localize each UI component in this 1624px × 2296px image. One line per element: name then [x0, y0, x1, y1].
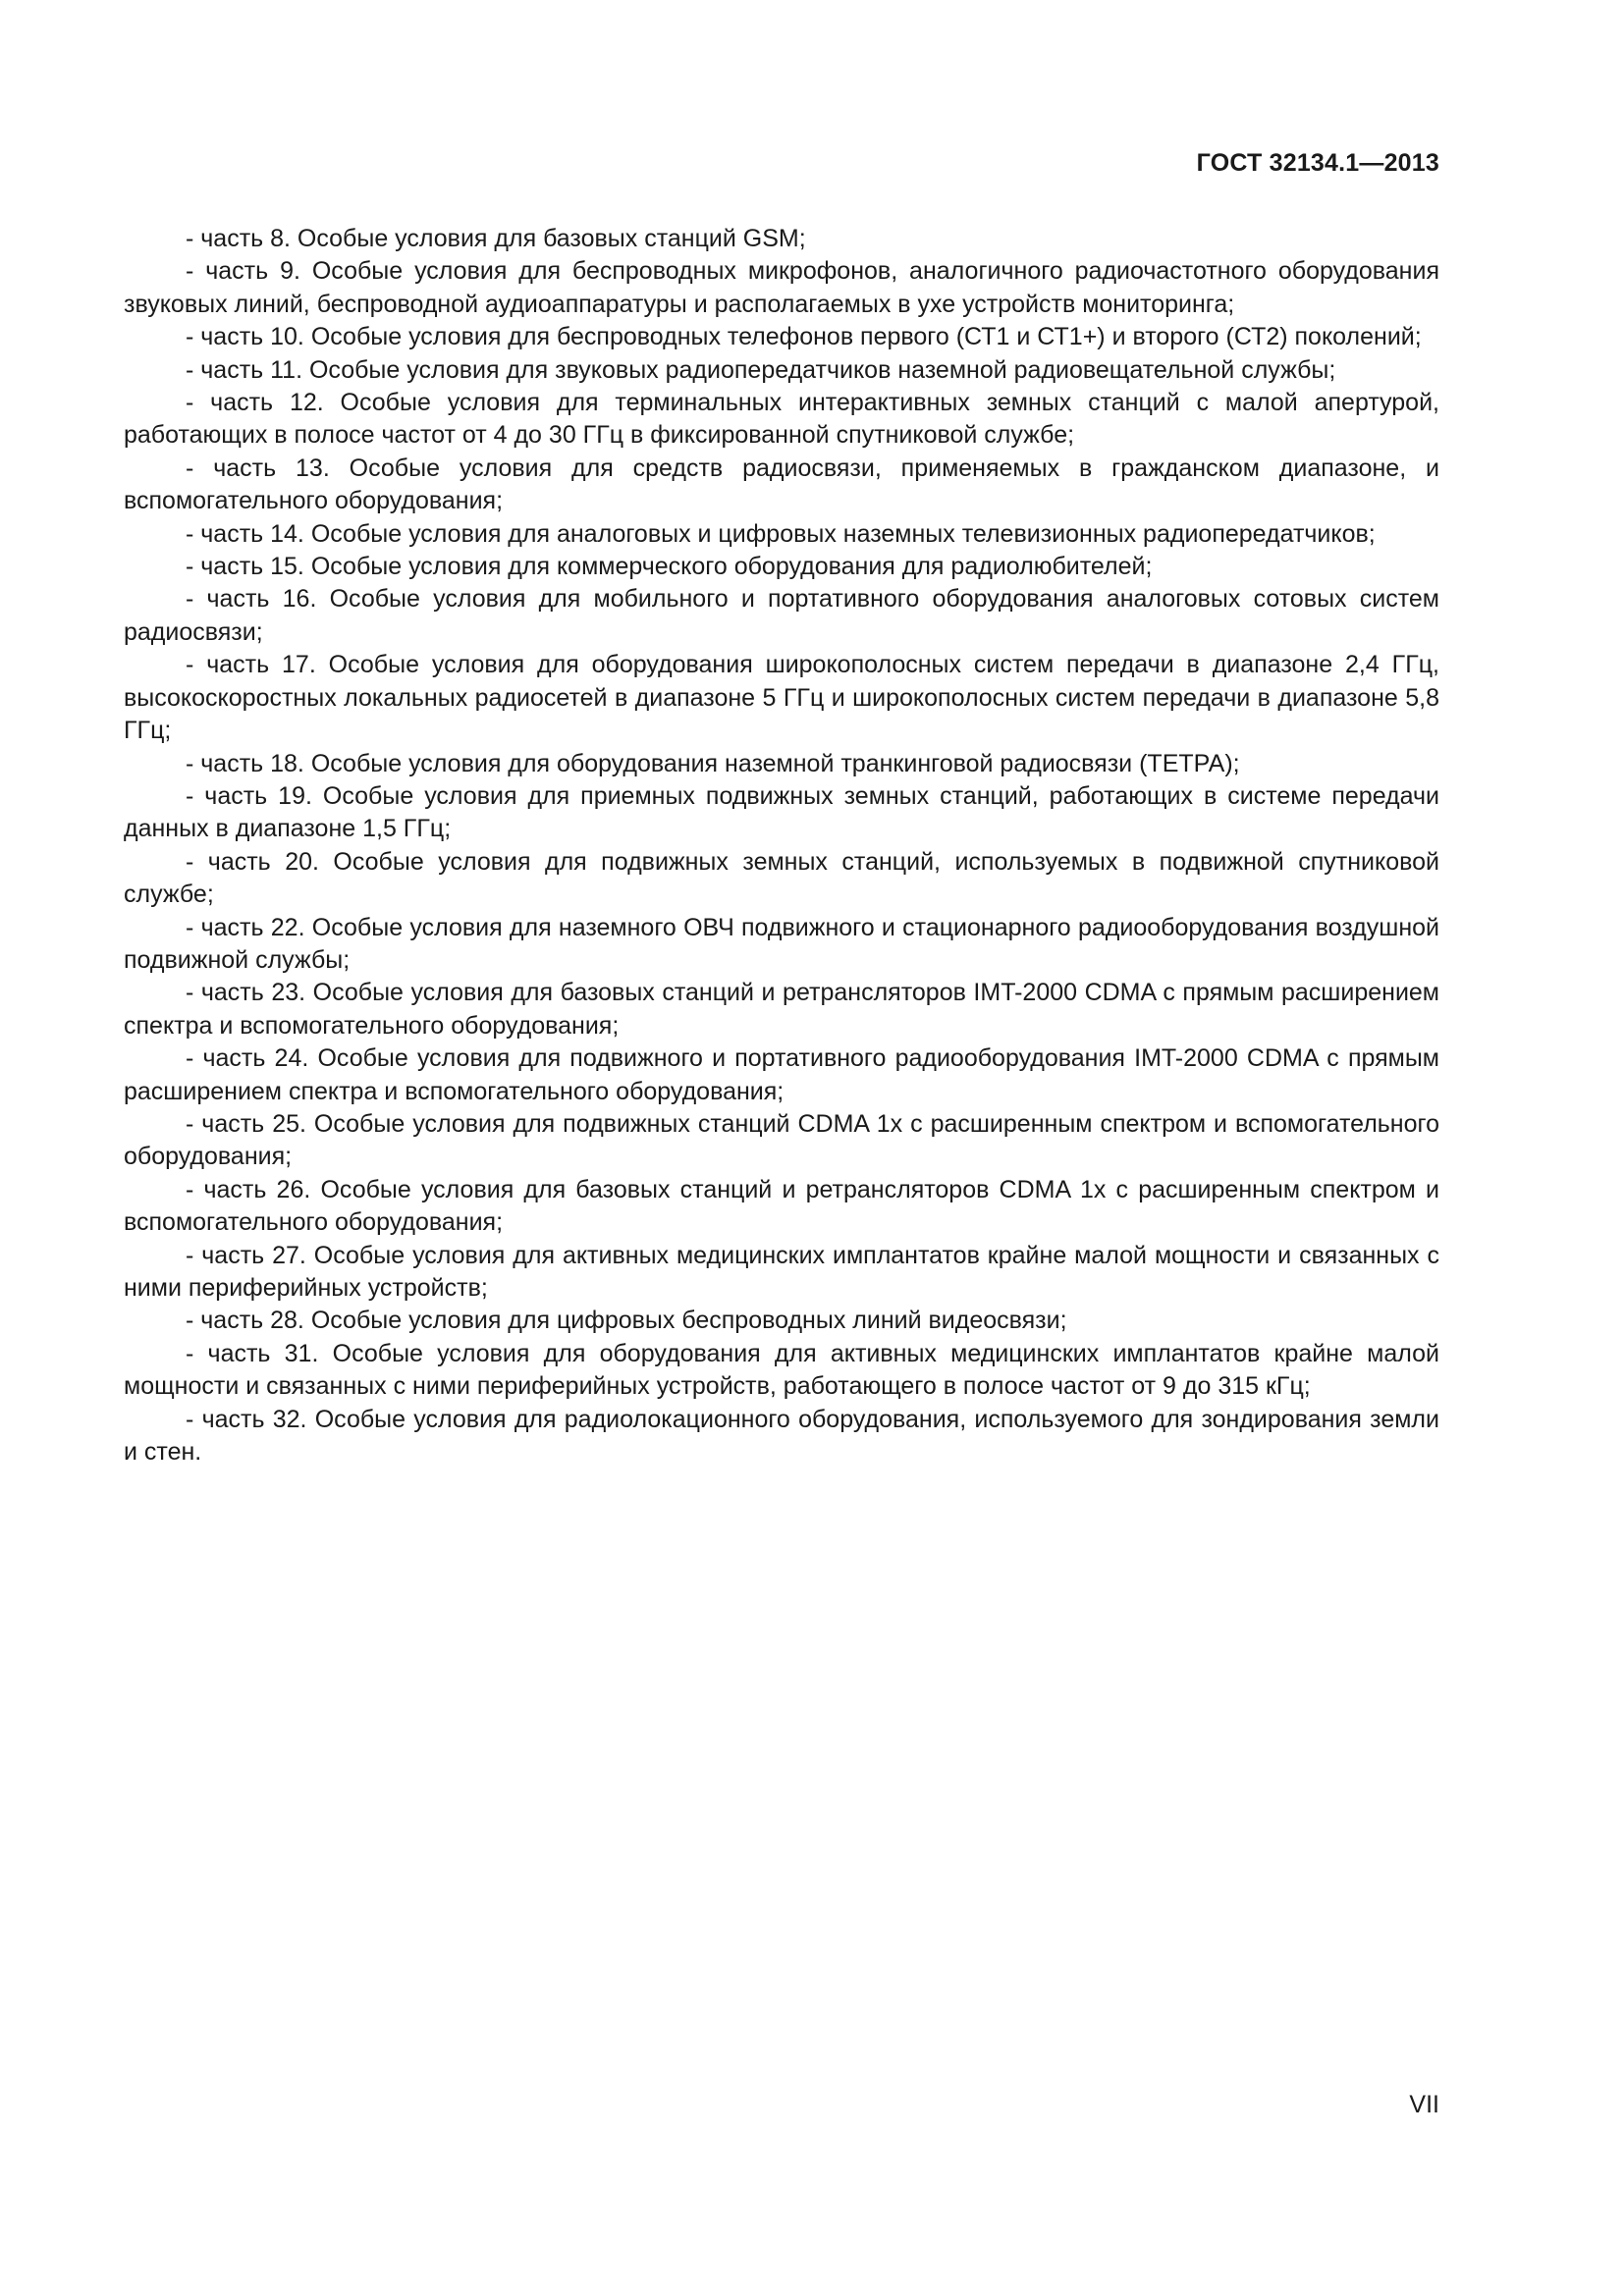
list-item: - часть 22. Особые условия для наземного ОВЧ подвижного и стационарного радиооборудования воздушной подвижной службы; [124, 913, 1439, 974]
standard-parts-list [124, 223, 1439, 1468]
list-item: - часть 26. Особые условия для базовых станций и ретрансляторов CDMA 1x с расширенным спектром и вспомогательного оборудования; [124, 1175, 1439, 1237]
page-number: VII [1409, 2091, 1439, 2118]
list-item: - часть 15. Особые условия для коммерческого оборудования для радиолюбителей; [186, 553, 1153, 581]
list-item: - часть 23. Особые условия для базовых станций и ретрансляторов IMT-2000 CDMA с прямым расширением спектра и вспомогательного оборудования; [124, 979, 1439, 1040]
list-item: - часть 8. Особые условия для базовых станций GSM; [186, 225, 806, 252]
list-item: - часть 16. Особые условия для мобильного и портативного оборудования аналоговых сотовых систем радиосвязи; [124, 585, 1439, 646]
list-item: - часть 24. Особые условия для подвижного и портативного радиооборудования IMT-2000 CDMA с прямым расширением спектра и вспомогательного оборудования; [124, 1044, 1439, 1105]
list-item: - часть 13. Особые условия для средств радиосвязи, применяемых в гражданском диапазоне, и вспомогательного оборудования; [124, 454, 1439, 515]
document-code-header: ГОСТ 32134.1—2013 [1196, 149, 1439, 177]
list-item: - часть 18. Особые условия для оборудования наземной транкинговой радиосвязи (ТЕТРА); [186, 749, 1240, 777]
list-item: - часть 11. Особые условия для звуковых радиопередатчиков наземной радиовещательной службы; [186, 355, 1336, 384]
list-item: - часть 14. Особые условия для аналоговых и цифровых наземных телевизионных радиопередатчиков; [186, 519, 1376, 548]
list-item: - часть 25. Особые условия для подвижных станций CDMA 1x с расширенным спектром и вспомогательного оборудования; [124, 1109, 1439, 1171]
list-item: - часть 17. Особые условия для оборудования широкополосных систем передачи в диапазоне 2,4 ГГц, высокоскоростных локальных радиосетей в диапазоне 5 ГГц и широкополосных систем передачи в диапазоне 5,8 ГГц; [124, 651, 1439, 745]
list-item: - часть 9. Особые условия для беспроводных микрофонов, аналогичного радиочастотного оборудования звуковых линий, беспроводной аудиоаппаратуры и располагаемых в ухе устройств мониторинга; [124, 257, 1439, 318]
list-item: - часть 10. Особые условия для беспроводных телефонов первого (СТ1 и СТ1+) и второго (СТ2) поколений; [186, 323, 1422, 351]
list-item: - часть 28. Особые условия для цифровых беспроводных линий видеосвязи; [186, 1307, 1067, 1335]
list-item: - часть 31. Особые условия для оборудования для активных медицинских имплантатов крайне малой мощности и связанных с ними периферийных устройств, работающего в полосе частот от 9 до 315 кГц; [124, 1339, 1439, 1401]
list-item: - часть 27. Особые условия для активных медицинских имплантатов крайне малой мощности и связанных с ними периферийных устройств; [124, 1241, 1439, 1302]
list-item: - часть 12. Особые условия для терминальных интерактивных земных станций с малой апертурой, работающих в полосе частот от 4 до 30 ГГц в фиксированной спутниковой службе; [124, 389, 1439, 450]
list-item: - часть 20. Особые условия для подвижных земных станций, используемых в подвижной спутниковой службе; [124, 847, 1439, 909]
list-item: - часть 19. Особые условия для приемных подвижных земных станций, работающих в системе передачи данных в диапазоне 1,5 ГГц; [124, 781, 1439, 843]
list-item: - часть 32. Особые условия для радиолокационного оборудования, используемого для зондирования земли и стен. [124, 1405, 1439, 1467]
